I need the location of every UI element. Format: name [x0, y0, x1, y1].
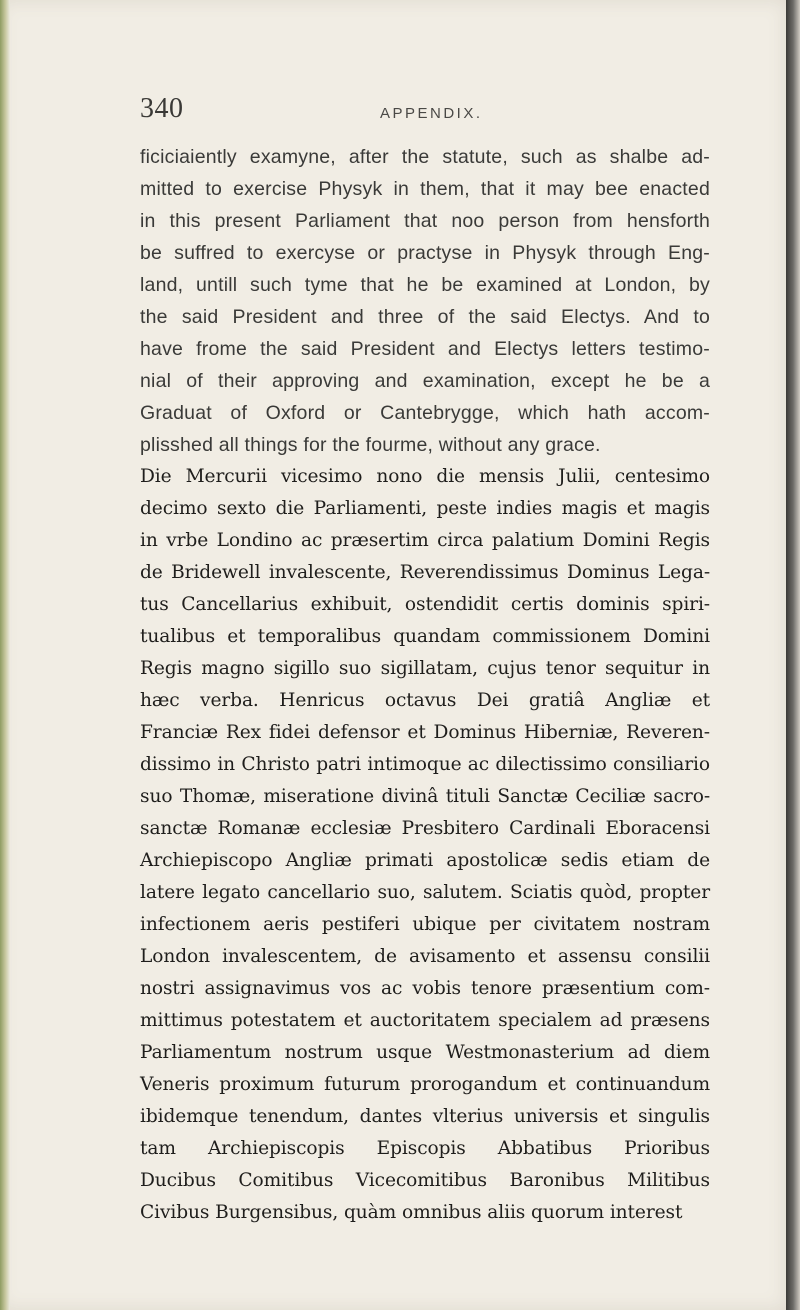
text-line: Parliamentum nostrum usque Westmonasterium ad diem: [140, 1042, 710, 1063]
text-line: Franciæ Rex fidei defensor et Dominus Hiberniæ, Reveren-: [140, 722, 710, 743]
text-line: mitted to exercise Physyk in them, that it may bee enacted: [140, 178, 710, 200]
text-line: Die Mercurii vicesimo nono die mensis Julii, centesimo: [140, 466, 710, 487]
latin-paragraph: [140, 461, 710, 1229]
text-line: hæc verba. Henricus octavus Dei gratiâ Angliæ et: [140, 690, 710, 711]
text-line: Ducibus Comitibus Vicecomitibus Baronibus Militibus: [140, 1170, 710, 1191]
text-line: have frome the said President and Electys letters testimo-: [140, 338, 710, 360]
text-line: Regis magno sigillo suo sigillatam, cujus tenor sequitur in: [140, 658, 710, 679]
text-line: latere legato cancellario suo, salutem. Sciatis quòd, propter: [140, 882, 710, 903]
book-edge: [786, 0, 800, 1310]
text-line: infectionem aeris pestiferi ubique per civitatem nostram: [140, 914, 710, 935]
text-line: nial of their approving and examination, except he be a: [140, 370, 710, 392]
text-line: in vrbe Londino ac præsertim circa palatium Domini Regis: [140, 530, 710, 551]
page-header: [140, 93, 700, 133]
text-line: ibidemque tenendum, dantes vlterius universis et singulis: [140, 1106, 710, 1127]
english-paragraph: [140, 141, 710, 461]
text-line: ficiciaiently examyne, after the statute, such as shalbe ad-: [140, 146, 710, 168]
text-line: de Bridewell invalescente, Reverendissimus Dominus Lega-: [140, 562, 710, 583]
text-line: sanctæ Romanæ ecclesiæ Presbitero Cardinali Eboracensi: [140, 818, 710, 839]
text-line: dissimo in Christo patri intimoque ac dilectissimo consiliario: [140, 754, 710, 775]
text-line: tualibus et temporalibus quandam commissionem Domini: [140, 626, 710, 647]
text-line: suo Thomæ, miseratione divinâ tituli Sanctæ Ceciliæ sacro-: [140, 786, 710, 807]
running-head: APPENDIX.: [380, 105, 483, 122]
text-line: mittimus potestatem et auctoritatem specialem ad præsens: [140, 1010, 710, 1031]
text-line: plisshed all things for the fourme, without any grace.: [140, 434, 601, 456]
text-line: Graduat of Oxford or Cantebrygge, which hath accom-: [140, 402, 710, 424]
text-line: London invalescentem, de avisamento et assensu consilii: [140, 946, 710, 967]
text-line: in this present Parliament that noo person from hensforth: [140, 210, 710, 232]
text-line: tam Archiepiscopis Episcopis Abbatibus Prioribus: [140, 1138, 710, 1159]
body-text: [140, 141, 710, 1229]
text-line: Veneris proximum futurum prorogandum et continuandum: [140, 1074, 710, 1095]
text-line: land, untill such tyme that he be examined at London, by: [140, 274, 710, 296]
text-line: tus Cancellarius exhibuit, ostendidit certis dominis spiri-: [140, 594, 710, 615]
page-gutter: [0, 0, 10, 1310]
text-line: decimo sexto die Parliamenti, peste indies magis et magis: [140, 498, 710, 519]
text-line: the said President and three of the said Electys. And to: [140, 306, 710, 328]
text-line: Civibus Burgensibus, quàm omnibus aliis quorum interest: [140, 1202, 683, 1223]
page-number: 340: [140, 93, 184, 124]
text-line: be suffred to exercyse or practyse in Physyk through Eng-: [140, 242, 710, 264]
text-line: nostri assignavimus vos ac vobis tenore præsentium com-: [140, 978, 710, 999]
text-line: Archiepiscopo Angliæ primati apostolicæ sedis etiam de: [140, 850, 710, 871]
